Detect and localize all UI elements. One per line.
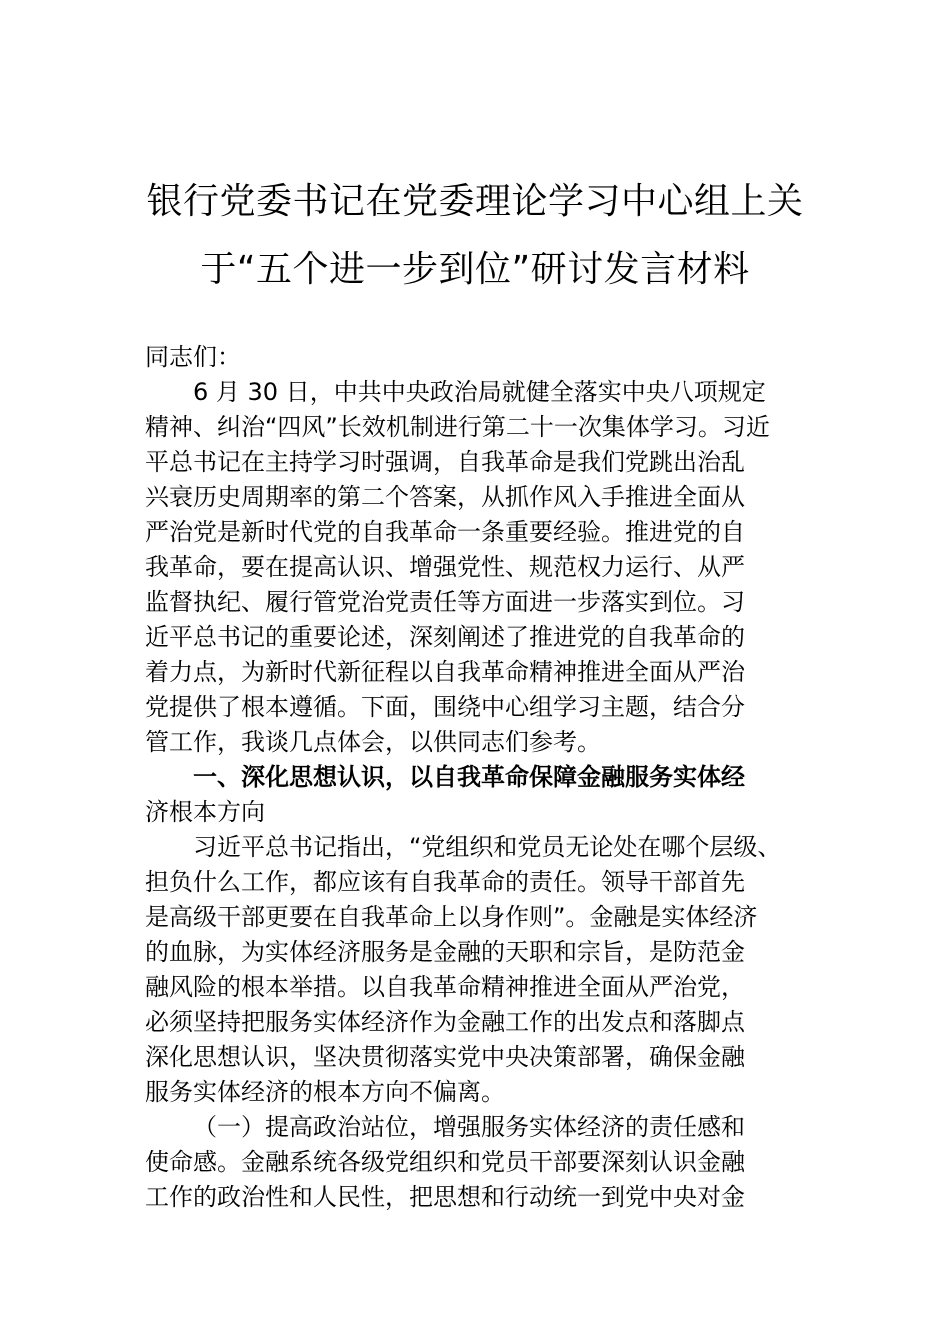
paragraph-line: （一）提高政治站位，增强服务实体经济的责任感和: [193, 1113, 745, 1141]
section-heading-line: 济根本方向: [145, 798, 265, 826]
paragraph-line: 工作的政治性和人民性，把思想和行动统一到党中央对金: [145, 1183, 745, 1211]
paragraph-line: 监督执纪、履行管党治党责任等方面进一步落实到位。习: [145, 588, 745, 616]
paragraph-line: 服务实体经济的根本方向不偏离。: [145, 1078, 505, 1106]
paragraph-line: 近平总书记的重要论述，深刻阐述了推进党的自我革命的: [145, 623, 745, 651]
salutation: 同志们：: [145, 343, 241, 371]
paragraph-line: 我革命，要在提高认识、增强党性、规范权力运行、从严: [145, 553, 745, 581]
paragraph-line: 的血脉，为实体经济服务是金融的天职和宗旨，是防范金: [145, 938, 745, 966]
document-title-line-1: 银行党委书记在党委理论学习中心组上关: [146, 181, 804, 222]
paragraph-line: 使命感。金融系统各级党组织和党员干部要深刻认识金融: [145, 1148, 745, 1176]
paragraph-line: 是高级干部更要在自我革命上以身作则”。金融是实体经济: [145, 903, 758, 931]
paragraph-line: 必须坚持把服务实体经济作为金融工作的出发点和落脚点: [145, 1008, 745, 1036]
paragraph-line: 精神、纠治“四风”长效机制进行第二十一次集体学习。习近: [145, 413, 770, 441]
section-heading-line: 一、深化思想认识，以自我革命保障金融服务实体经: [193, 763, 745, 791]
paragraph-line: 平总书记在主持学习时强调，自我革命是我们党跳出治乱: [145, 448, 745, 476]
paragraph-line: 着力点，为新时代新征程以自我革命精神推进全面从严治: [145, 658, 745, 686]
paragraph-line: 6 月 30 日，中共中央政治局就健全落实中央八项规定: [193, 378, 766, 406]
paragraph-line: 管工作，我谈几点体会，以供同志们参考。: [145, 728, 601, 756]
paragraph-line: 兴衰历史周期率的第二个答案，从抓作风入手推进全面从: [145, 483, 745, 511]
paragraph-line: 严治党是新时代党的自我革命一条重要经验。推进党的自: [145, 518, 745, 546]
document-title-line-2: 于“五个进一步到位”研讨发言材料: [200, 249, 750, 290]
document-body: [145, 340, 815, 1215]
paragraph-line: 融风险的根本举措。以自我革命精神推进全面从严治党，: [145, 973, 745, 1001]
paragraph-line: 深化思想认识，坚决贯彻落实党中央决策部署，确保金融: [145, 1043, 745, 1071]
paragraph-line: 党提供了根本遵循。下面，围绕中心组学习主题，结合分: [145, 693, 745, 721]
paragraph-line: 担负什么工作，都应该有自我革命的责任。领导干部首先: [145, 868, 745, 896]
paragraph-line: 习近平总书记指出，“党组织和党员无论处在哪个层级、: [193, 833, 782, 861]
